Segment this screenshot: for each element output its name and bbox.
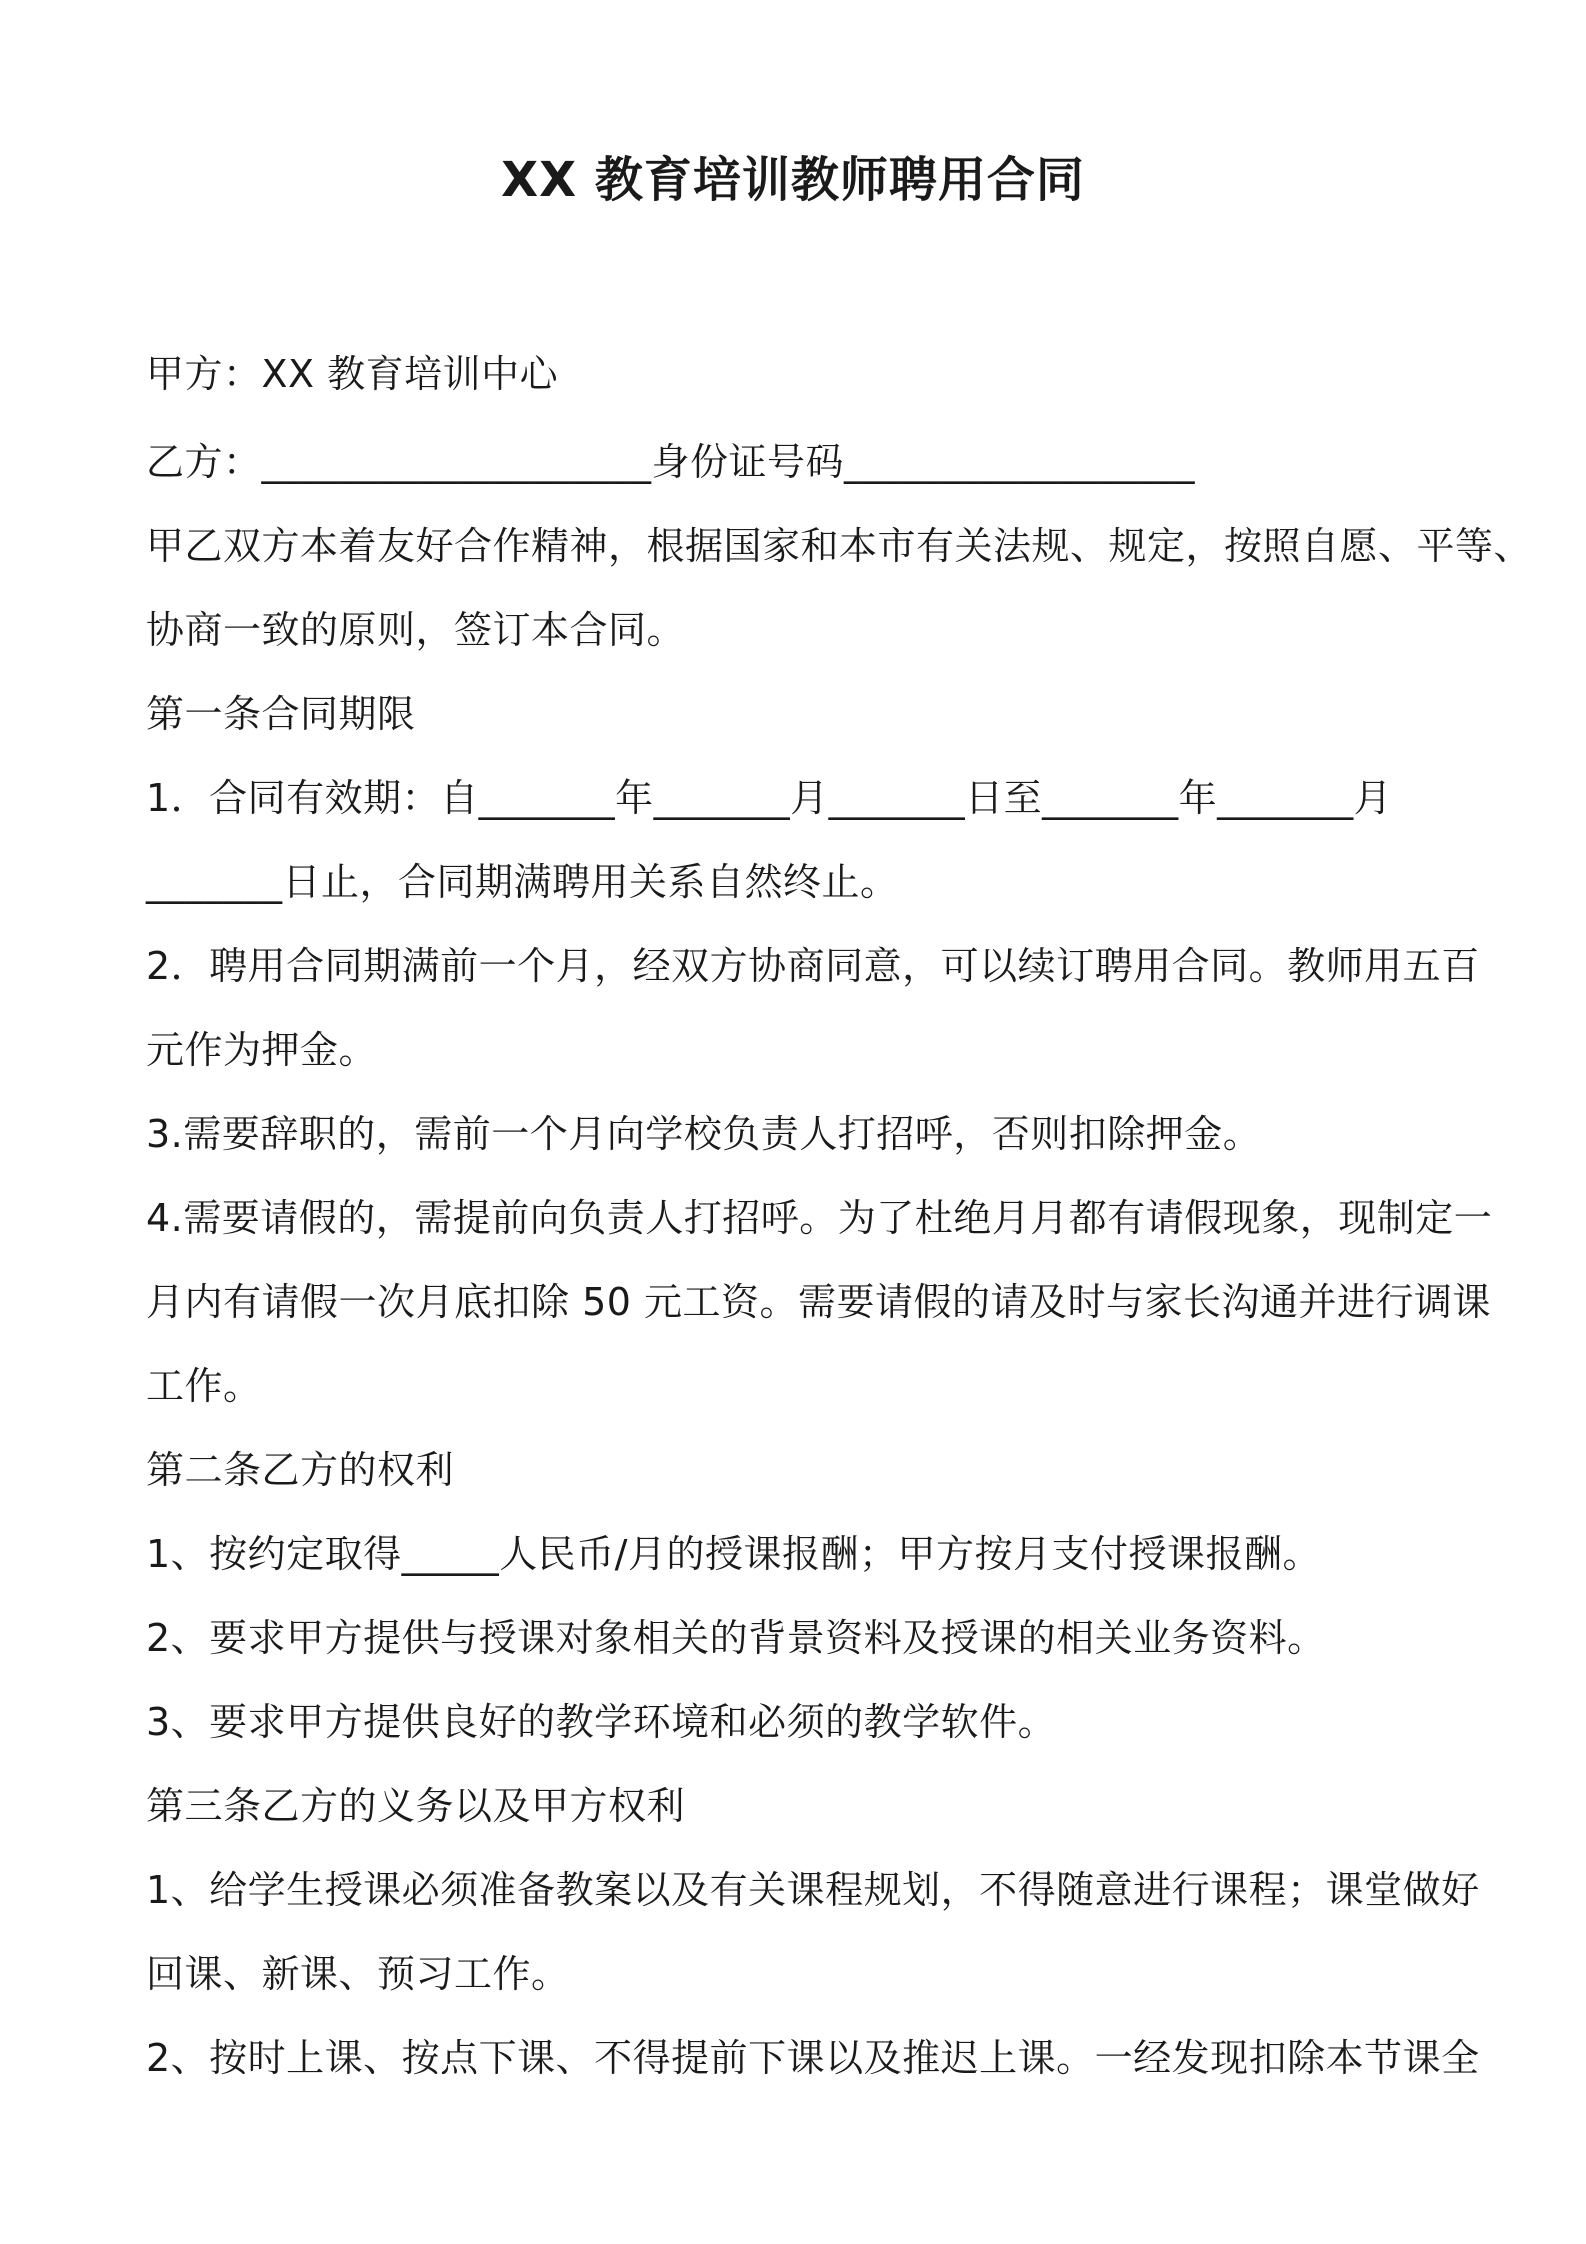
party-b-line: 乙方：____________________身份证号码__________________ bbox=[146, 440, 1196, 484]
document-body bbox=[146, 332, 1533, 2100]
article-1-clause-1-line-2: _______日止，合同期满聘用关系自然终止。 bbox=[146, 860, 899, 904]
article-3-clause-2-line-1: 2、按时上课、按点下课、不得提前下课以及推迟上课。一经发现扣除本节课全 bbox=[146, 2036, 1480, 2080]
article-1-heading: 第一条合同期限 bbox=[146, 692, 416, 736]
document-title: XX 教育培训教师聘用合同 bbox=[501, 152, 1085, 208]
preamble-line-2: 协商一致的原则，签订本合同。 bbox=[146, 608, 686, 652]
article-1-clause-4-line-3: 工作。 bbox=[146, 1364, 262, 1408]
article-1-clause-4-line-1: 4.需要请假的，需提前向负责人打招呼。为了杜绝月月都有请假现象，现制定一 bbox=[146, 1196, 1493, 1240]
article-1-clause-2-line-2: 元作为押金。 bbox=[146, 1028, 378, 1072]
party-a-line: 甲方：XX 教育培训中心 bbox=[146, 352, 559, 396]
article-2-heading: 第二条乙方的权利 bbox=[146, 1448, 455, 1492]
article-1-clause-2-line-1: 2．聘用合同期满前一个月，经双方协商同意，可以续订聘用合同。教师用五百 bbox=[146, 944, 1480, 988]
article-2-clause-2: 2、要求甲方提供与授课对象相关的背景资料及授课的相关业务资料。 bbox=[146, 1616, 1326, 1660]
article-3-heading: 第三条乙方的义务以及甲方权利 bbox=[146, 1784, 686, 1828]
preamble-line-1: 甲乙双方本着友好合作精神，根据国家和本市有关法规、规定，按照自愿、平等、 bbox=[146, 524, 1533, 568]
article-1-clause-4-line-2: 月内有请假一次月底扣除 50 元工资。需要请假的请及时与家长沟通并进行调课 bbox=[146, 1280, 1492, 1324]
article-3-clause-1-line-2: 回课、新课、预习工作。 bbox=[146, 1952, 570, 1996]
article-1-clause-1-line-1: 1．合同有效期：自_______年_______月_______日至_______年_______月 bbox=[146, 776, 1393, 820]
article-1-clause-3: 3.需要辞职的，需前一个月向学校负责人打招呼，否则扣除押金。 bbox=[146, 1112, 1262, 1156]
article-3-clause-1-line-1: 1、给学生授课必须准备教案以及有关课程规划，不得随意进行课程；课堂做好 bbox=[146, 1868, 1480, 1912]
article-2-clause-3: 3、要求甲方提供良好的教学环境和必须的教学软件。 bbox=[146, 1700, 1057, 1744]
article-2-clause-1: 1、按约定取得_____人民币/月的授课报酬；甲方按月支付授课报酬。 bbox=[146, 1532, 1321, 1576]
